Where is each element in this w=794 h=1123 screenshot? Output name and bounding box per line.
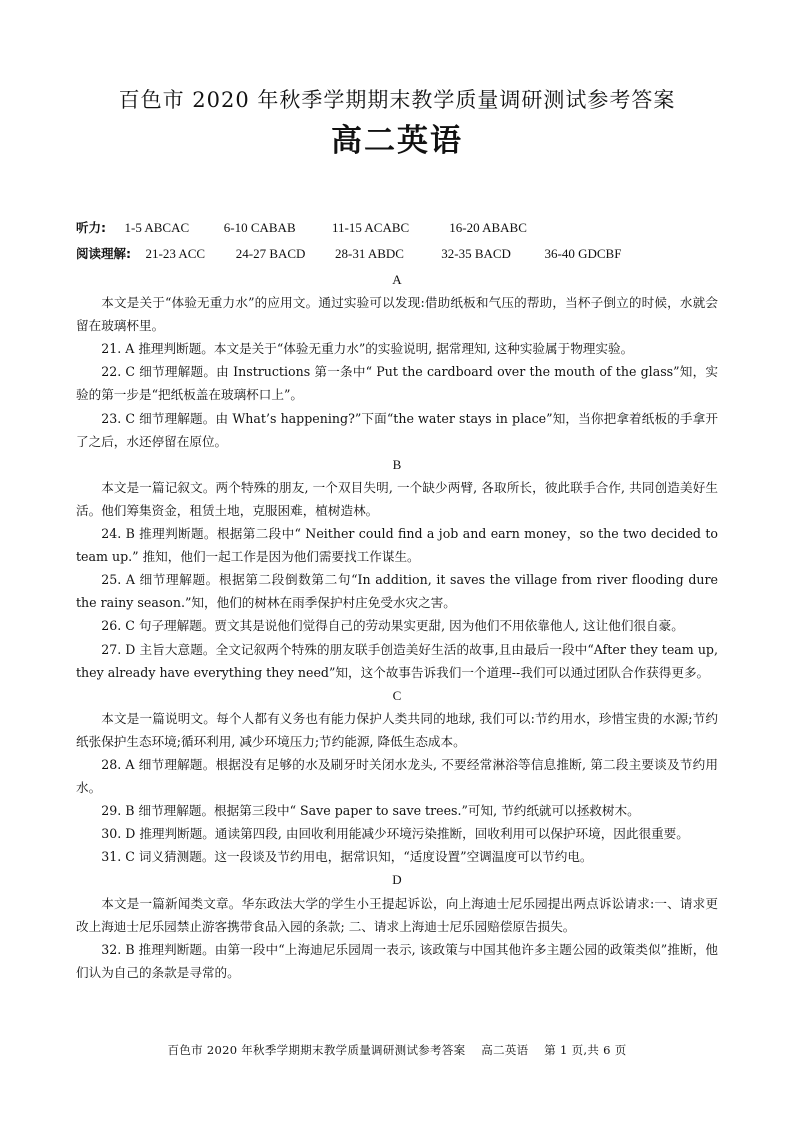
answer-group: 28-31 ABDC	[335, 246, 404, 261]
listening-answer-key	[76, 218, 527, 236]
reading-answer-key	[76, 244, 621, 262]
section-heading: C	[392, 687, 402, 703]
paragraph: 本文是一篇新闻类文章。华东政法大学的学生小王提起诉讼，向上海迪士尼乐园提出两点诉讼请求:一、请求更改上海迪士尼乐园禁止游客携带食品入园的条款; 二、请求上海迪士尼乐园赔偿原告损失。	[76, 895, 718, 934]
paragraph: 32. B 推理判断题。由第一段中“上海迪尼乐园周一表示, 该政策与中国其他许多主题公园的政策类似”推断，他们认为自己的条款是寻常的。	[76, 941, 718, 980]
paragraph: 24. B 推理判断题。根据第二段中“ Neither could find a job and earn money，so the two decided to team up.” 推知，他们一起工作是因为他们需要找工作谋生。	[76, 526, 718, 565]
answer-group: 36-40 GDCBF	[544, 246, 622, 261]
document-title: 百色市 2020 年秋季学期期末教学质量调研测试参考答案	[118, 88, 676, 112]
paragraph: 23. C 细节理解题。由 What’s happening?”下面“the water stays in place”知，当你把拿着纸板的手拿开了之后，水还停留在原位。	[76, 410, 718, 449]
paragraph: 21. A 推理判断题。本文是关于“体验无重力水”的实验说明, 据常理知, 这种实验属于物理实验。	[101, 341, 634, 357]
paragraph: 29. B 细节理解题。根据第三段中“ Save paper to save trees.”可知, 节约纸就可以拯救树木。	[101, 803, 640, 819]
reading-label: 阅读理解:	[76, 246, 131, 261]
answer-group: 24-27 BACD	[235, 246, 306, 261]
answer-group: 6-10 CABAB	[223, 220, 296, 235]
answer-group: 1-5 ABCAC	[124, 220, 190, 235]
explanations-body	[76, 268, 718, 984]
paragraph: 26. C 句子理解题。贾文其是说他们觉得自己的劳动果实更甜, 因为他们不用依靠他人, 这让他们很自豪。	[101, 618, 684, 634]
paragraph: 22. C 细节理解题。由 Instructions 第一条中“ Put the cardboard over the mouth of the glass”知，实验的第一步是“把纸板盖在玻璃杯口上”。	[76, 364, 718, 403]
section-heading: D	[392, 872, 402, 888]
section-heading: A	[392, 272, 402, 287]
paragraph: 31. C 词义猜测题。这一段谈及节约用电，据常识知，“适度设置”空调温度可以节约电。	[101, 849, 593, 865]
paragraph: 28. A 细节理解题。根据没有足够的水及刷牙时关闭水龙头, 不要经常淋浴等信息推断, 第二段主要谈及节约用水。	[76, 756, 718, 796]
answer-group: 16-20 ABABC	[449, 220, 527, 235]
answer-group: 21-23 ACC	[145, 246, 206, 261]
paragraph: 本文是一篇说明文。每个人都有义务也有能力保护人类共同的地球, 我们可以:节约用水，珍惜宝贵的水源;节约纸张保护生态环境;循环利用, 减少环境压力;节约能源, 降低生态成本。	[76, 710, 718, 749]
paragraph: 27. D 主旨大意题。全文记叙两个特殊的朋友联手创造美好生活的故事,且由最后一段中“After they team up, they already have everything they need”知，这个故事告诉我们一个道理--我们可以通过团队合作获得更多。	[76, 641, 718, 680]
paragraph: 30. D 推理判断题。通读第四段, 由回收利用能减少环境污染推断，回收利用可以保护环境，因此很重要。	[101, 826, 689, 842]
page-footer: 百色市 2020 年秋季学期期末教学质量调研测试参考答案 高二英语 第 1 页,共 6 页	[167, 1043, 627, 1057]
answer-group: 32-35 BACD	[441, 246, 511, 261]
paragraph: 本文是关于“体验无重力水”的应用文。通过实验可以发现:借助纸板和气压的帮助，当杯子倒立的时候，水就会留在玻璃杯里。	[76, 295, 718, 334]
section-heading: B	[392, 456, 402, 472]
answer-group: 11-15 ACABC	[332, 220, 410, 235]
subject-title: 高二英语	[331, 123, 463, 159]
listening-label: 听力:	[76, 220, 106, 235]
paragraph: 本文是一篇记叙文。两个特殊的朋友, 一个双目失明, 一个缺少两臂, 各取所长，彼此联手合作, 共同创造美好生活。他们筹集资金，租赁土地，克服困难，植树造林。	[76, 479, 718, 518]
paragraph: 25. A 细节理解题。根据第二段倒数第二句“In addition, it saves the village from river flooding dure the rainy season.”知，他们的树林在雨季保护村庄免受水灾之害。	[76, 572, 718, 611]
